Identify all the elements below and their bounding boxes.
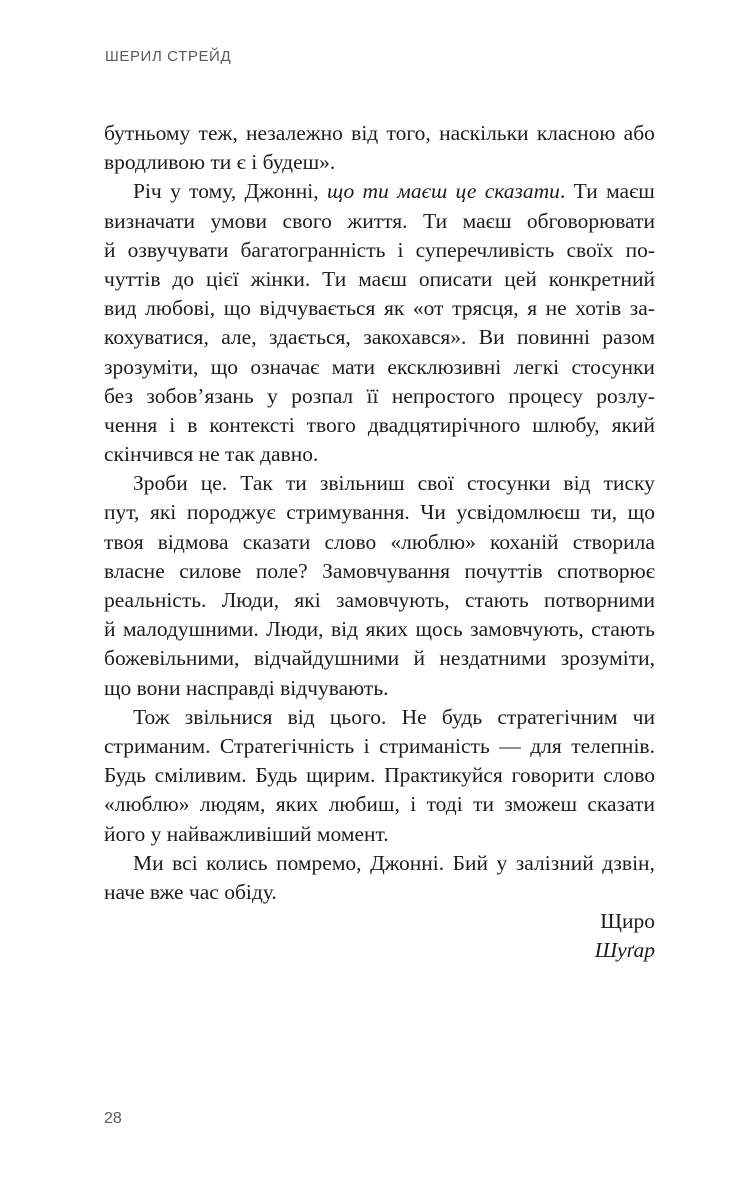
word: разом — [602, 325, 655, 350]
word: нездатними — [439, 646, 547, 671]
word: сказати. — [484, 179, 566, 204]
word: стриманим. — [104, 733, 211, 758]
word: й — [413, 646, 425, 671]
word: вид — [104, 296, 137, 321]
word: не — [545, 296, 567, 321]
text-line — [104, 615, 655, 644]
word: розлу- — [596, 383, 655, 408]
word: слово — [324, 529, 377, 554]
word: щирим. — [306, 763, 376, 788]
word: Замовчування — [322, 558, 451, 583]
word: це — [455, 179, 477, 204]
word: дзвін, — [602, 850, 655, 875]
word: у — [170, 179, 181, 204]
word: Практикуйся — [384, 763, 503, 788]
word: класною — [536, 121, 616, 145]
text-line: що вони насправді відчувають. — [104, 675, 389, 700]
word: своїх — [566, 237, 614, 262]
word: породжує — [186, 500, 276, 525]
word: маєш — [606, 179, 655, 204]
text-line — [104, 761, 655, 790]
word: того, — [386, 121, 431, 145]
text-line — [104, 498, 655, 527]
word: стриманість — [379, 733, 490, 758]
word: які — [149, 500, 177, 525]
word: потворними — [543, 588, 655, 612]
word: Бий — [452, 850, 489, 875]
word: спотворює — [557, 558, 655, 583]
word: обговорювати — [526, 208, 655, 233]
word: щось — [415, 617, 463, 642]
text-line — [104, 119, 655, 148]
word: пут, — [104, 500, 140, 525]
word: стають — [591, 617, 655, 642]
word: по- — [625, 237, 655, 262]
word: і — [169, 412, 176, 437]
word: конкретний — [548, 266, 655, 291]
word: маєш — [397, 179, 448, 204]
word: — — [499, 733, 521, 758]
word: чуттів — [104, 266, 161, 291]
word: від — [287, 704, 315, 729]
word: Джонні. — [370, 850, 445, 875]
word: «от — [412, 296, 444, 321]
text-line: його у найважливіший момент. — [104, 821, 389, 846]
word: почуттів — [464, 558, 543, 583]
text-line — [104, 236, 655, 265]
word: бутньому — [104, 121, 191, 145]
word: ти — [362, 179, 389, 204]
word: Ми — [133, 850, 164, 875]
word: Чи — [420, 500, 446, 525]
word: що — [326, 179, 355, 204]
word: говорити — [511, 763, 595, 788]
word: відчувається — [259, 296, 376, 321]
word: шлюбу, — [532, 412, 600, 437]
word: Будь — [104, 763, 146, 788]
word: здається, — [268, 325, 351, 350]
text-line — [104, 644, 655, 673]
text-line — [104, 382, 655, 411]
word: що — [210, 354, 239, 379]
text-line — [104, 469, 655, 498]
word: в — [187, 412, 198, 437]
text-line — [104, 207, 655, 236]
word: які — [294, 588, 321, 612]
word: зобов’язань — [146, 383, 254, 408]
page-number: 28 — [104, 1110, 122, 1127]
word: або — [623, 121, 655, 145]
word: тому, — [189, 179, 237, 204]
word: усвідомлюєш — [456, 500, 581, 525]
word: силове — [179, 558, 242, 583]
word: Зроби — [133, 471, 188, 496]
word: «люблю» — [390, 529, 476, 554]
word: свої — [417, 471, 454, 496]
paragraphs-container — [104, 119, 655, 907]
word: багатогранність — [240, 237, 386, 262]
word: закохався». — [363, 325, 467, 350]
word: звільниш — [319, 471, 405, 496]
text-line — [104, 732, 655, 761]
word: відчайдушними — [253, 646, 400, 671]
word: створила — [572, 529, 655, 554]
word: чення — [104, 412, 158, 437]
word: Люди, — [266, 617, 324, 642]
word: людям, — [199, 792, 266, 817]
word: яких — [365, 617, 409, 642]
word: чи — [632, 704, 655, 729]
word: незалежно — [245, 121, 343, 145]
word: як — [384, 296, 405, 321]
word: Стратегічність — [219, 733, 355, 758]
word: Так — [240, 471, 273, 496]
word: цей — [504, 266, 537, 291]
word: що — [223, 296, 251, 321]
word: мати — [331, 354, 376, 379]
text-line — [104, 586, 655, 615]
word: всі — [172, 850, 198, 875]
text-line: вродливою ти є і будеш». — [104, 150, 336, 175]
word: стосунки — [571, 354, 655, 379]
word: свого — [282, 208, 332, 233]
word: маєш — [358, 266, 407, 291]
word: замовчують, — [336, 588, 450, 612]
word: стримування. — [286, 500, 410, 525]
word: хотів — [575, 296, 622, 321]
word: Не — [401, 704, 427, 729]
word: сказати — [587, 792, 655, 817]
word: ексклюзивні — [387, 354, 502, 379]
text-line — [104, 294, 655, 323]
word: коханій — [489, 529, 559, 554]
word: реальність. — [104, 588, 207, 612]
word: слово — [603, 763, 655, 788]
word: поле? — [255, 558, 308, 583]
word: це. — [200, 471, 228, 496]
word: кохуватися, — [104, 325, 209, 350]
word: й — [104, 237, 116, 262]
word: власне — [104, 558, 165, 583]
word: любові, — [145, 296, 216, 321]
word: Ти — [423, 208, 448, 233]
word: який — [611, 412, 655, 437]
word: помремо, — [276, 850, 362, 875]
word: твоя — [104, 529, 144, 554]
word: і — [397, 237, 404, 262]
word: малодушними. — [122, 617, 259, 642]
word: стають — [464, 588, 529, 612]
word: без — [104, 383, 133, 408]
word: Ти — [322, 266, 347, 291]
word: життя. — [347, 208, 408, 233]
word: відмова — [157, 529, 229, 554]
text-line — [104, 411, 655, 440]
text-block — [104, 119, 655, 965]
word: повинні — [517, 325, 590, 350]
word: від — [563, 471, 591, 496]
word: контексті — [209, 412, 295, 437]
word: маєш — [462, 208, 512, 233]
word: легкі — [513, 354, 560, 379]
word: непростого — [391, 383, 495, 408]
word: божевільними, — [104, 646, 240, 671]
text-line — [104, 849, 655, 878]
word: у — [267, 383, 278, 408]
word: описати — [418, 266, 493, 291]
word: тиску — [603, 471, 655, 496]
word: ти — [285, 471, 307, 496]
valediction: Щиро — [600, 909, 655, 934]
word: зрозуміти, — [104, 354, 199, 379]
word: трясця, — [452, 296, 519, 321]
word: умови — [210, 208, 268, 233]
word: цієї — [206, 266, 239, 291]
word: замовчують, — [470, 617, 584, 642]
text-line — [104, 265, 655, 294]
word: звільнися — [184, 704, 273, 729]
word: телепнів. — [571, 733, 655, 758]
word: сказати — [242, 529, 311, 554]
word: і — [410, 792, 417, 817]
word: Ти — [573, 179, 598, 204]
word: цього. — [329, 704, 387, 729]
running-header: ШЕРИЛ СТРЕЙД — [105, 48, 232, 65]
word: для — [530, 733, 562, 758]
text-line — [104, 353, 655, 382]
word: від — [330, 617, 359, 642]
word: що — [627, 500, 655, 525]
word: зможеш — [504, 792, 578, 817]
word: і — [363, 733, 370, 758]
word: двадцятирічного — [367, 412, 521, 437]
signature: Шуґар — [594, 938, 655, 963]
text-line: наче вже час обіду. — [104, 879, 277, 904]
word: й — [104, 617, 116, 642]
text-line — [104, 528, 655, 557]
word: наскільки — [439, 121, 529, 145]
word: ти — [473, 792, 494, 817]
word: залізний — [515, 850, 594, 875]
word: ти, — [590, 500, 618, 525]
word: «люблю» — [104, 792, 190, 817]
word: сміливим. — [154, 763, 247, 788]
word: Будь — [255, 763, 298, 788]
word: жінки. — [250, 266, 311, 291]
word: до — [172, 266, 195, 291]
text-line — [104, 557, 655, 586]
word: розпал — [291, 383, 354, 408]
word: любиш, — [328, 792, 400, 817]
text-line: скінчився не так давно. — [104, 442, 319, 467]
word: процесу — [508, 383, 583, 408]
word: будь — [441, 704, 483, 729]
word: озвучувати — [127, 237, 229, 262]
word: визначати — [104, 208, 196, 233]
text-line — [104, 790, 655, 819]
word: Люди, — [221, 588, 280, 612]
word: теж, — [198, 121, 238, 145]
word: означає — [250, 354, 320, 379]
word: її — [366, 383, 379, 408]
word: яких — [275, 792, 319, 817]
word: я — [527, 296, 538, 321]
word: стратегічним — [497, 704, 618, 729]
text-line — [104, 323, 655, 352]
word: твого — [306, 412, 356, 437]
word: колись — [206, 850, 268, 875]
word: але, — [221, 325, 257, 350]
closing-block — [104, 907, 655, 965]
text-line — [104, 703, 655, 732]
word: тоді — [426, 792, 463, 817]
word: у — [496, 850, 508, 875]
word: зрозуміти, — [560, 646, 655, 671]
word: за- — [629, 296, 655, 321]
word: Тож — [133, 704, 170, 729]
word: Джонні, — [244, 179, 319, 204]
word: від — [351, 121, 379, 145]
text-line — [104, 177, 655, 206]
word: стосунки — [466, 471, 551, 496]
word: суперечливість — [415, 237, 555, 262]
word: Річ — [133, 179, 162, 204]
word: Ви — [478, 325, 505, 350]
